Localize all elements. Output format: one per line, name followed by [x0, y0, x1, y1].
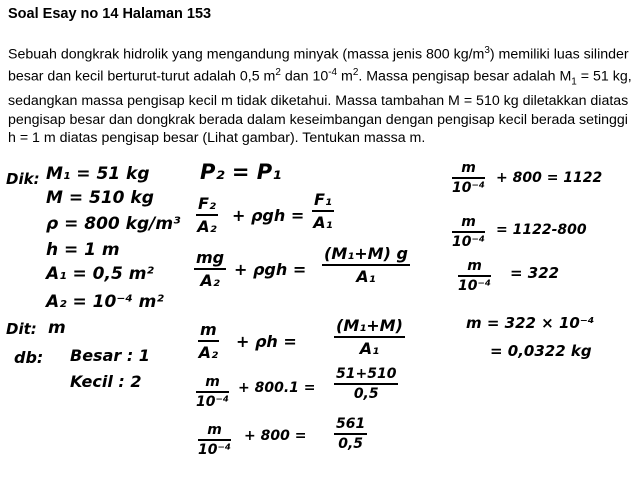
dik-line-2: M = 510 kg [46, 188, 154, 208]
dik-line-5: A₁ = 0,5 m² [46, 264, 154, 284]
dit-label: Dit: [6, 320, 37, 338]
eq-800-2: + 800 = [244, 428, 307, 444]
dik-line-4: h = 1 m [46, 240, 120, 260]
frac-561-05-b: 561 0,5 [336, 416, 366, 452]
eq-rgh-1: + ρgh = [232, 206, 305, 225]
eq-right-2: = 1122-800 [496, 222, 587, 238]
frac-mmg-a1: (M₁+M) g A₁ [324, 244, 408, 286]
db-label: db: [14, 348, 44, 367]
frac-f2-a2: F₂ A₂ [197, 194, 217, 236]
frac-right-1: m 10⁻⁴ [452, 160, 486, 196]
dik-line-6: A₂ = 10⁻⁴ m² [46, 292, 164, 312]
eq-800-1: + 800.1 = [238, 380, 316, 396]
frac-mg-a2: mg A₂ [196, 248, 225, 290]
question-title: Soal Esay no 14 Halaman 153 [8, 6, 212, 22]
dik-line-1: M₁ = 51 kg [46, 164, 150, 184]
answer-line-2: = 0,0322 kg [490, 342, 592, 360]
label-besar: Besar : 1 [70, 346, 150, 365]
frac-right-3: m 10⁻⁴ [458, 258, 492, 294]
frac-m-1e4-a: m 10⁻⁴ [196, 374, 230, 410]
eq-right-3: = 322 [510, 264, 560, 282]
label-kecil: Kecil : 2 [70, 372, 142, 391]
frac-f1-a1: F₁ A₁ [313, 190, 333, 232]
dik-label: Dik: [6, 170, 40, 188]
dit-value: m [48, 318, 66, 338]
eq-pressure-balance: P₂ = P₁ [200, 160, 282, 184]
eq-rh: + ρh = [236, 332, 297, 351]
frac-561-05-a: 51+510 0,5 [336, 366, 397, 402]
eq-rgh-2: + ρgh = [234, 260, 307, 279]
frac-mm-a1: (M₁+M) A₁ [336, 316, 403, 358]
question-paragraph: Sebuah dongkrak hidrolik yang mengandung minyak (massa jenis 800 $kg/m^3$) memiliki luas silinder besar dan kecil berturut-turut adalah 0,5 $m^2$ dan $10^{-4}$ $m^2$. Massa pengisap besar adalah $M_1 = 51$ kg, sedangkan massa pengisap kecil m tidak diketahui. Massa tambahan M = 510 kg diletakkan diatas pengisap besar dan dongkrak berada dalam keseimbangan dengan pengisap kecil berada setinggi h = 1 m diatas pengisap besar (Lihat gambar). Tentukan massa m. [8, 45, 632, 147]
frac-m-a2: m A₂ [198, 320, 219, 362]
frac-right-2: m 10⁻⁴ [452, 214, 486, 250]
frac-m-1e4-b: m 10⁻⁴ [198, 422, 232, 458]
answer-line-1: m = 322 × 10⁻⁴ [466, 314, 595, 332]
eq-right-1: + 800 = 1122 [496, 170, 603, 186]
dik-line-3: ρ = 800 kg/m³ [46, 214, 181, 234]
